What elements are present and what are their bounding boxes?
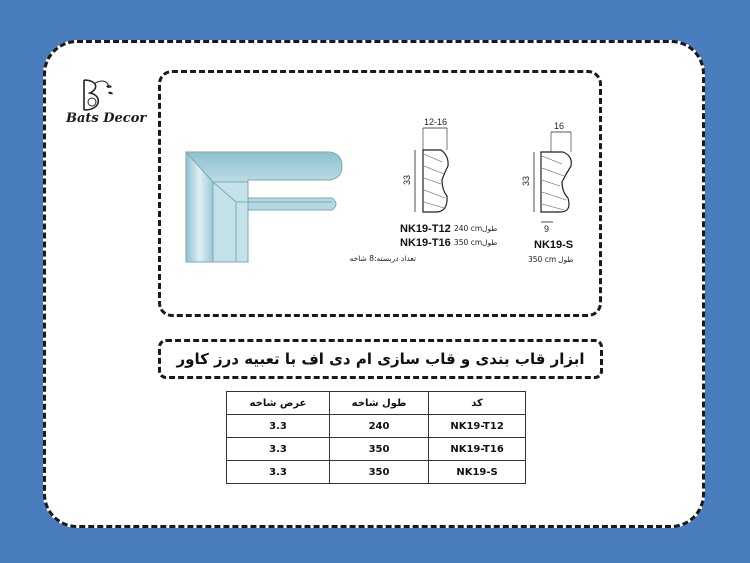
table-row bbox=[227, 415, 526, 438]
profile-a-code-2: NK19-T16 bbox=[400, 237, 451, 249]
header-code: کد bbox=[429, 392, 526, 415]
bats-decor-logo bbox=[62, 76, 142, 136]
profile-a-height-label: 33 bbox=[402, 174, 412, 185]
cell-code: NK19-T16 bbox=[429, 438, 526, 461]
cell-width: 3.3 bbox=[227, 415, 330, 438]
molding-corner-image bbox=[186, 152, 342, 262]
cell-length: 350 bbox=[329, 438, 428, 461]
brand-name: Bats Decor bbox=[66, 111, 147, 126]
cell-length: 240 bbox=[329, 415, 428, 438]
table-row bbox=[227, 438, 526, 461]
header-width: عرض شاخه bbox=[227, 392, 330, 415]
cell-length: 350 bbox=[329, 461, 428, 484]
profile-b-length-label: طول bbox=[558, 255, 574, 264]
profile-b-base-label: 9 bbox=[544, 224, 550, 234]
profile-b-drawing bbox=[534, 132, 571, 222]
cell-width: 3.3 bbox=[227, 461, 330, 484]
profile-a-length-label-2: طول bbox=[482, 238, 498, 247]
profile-a-code-1: NK19-T12 bbox=[400, 223, 451, 235]
cell-width: 3.3 bbox=[227, 438, 330, 461]
profile-a-length-label-1: طول bbox=[482, 224, 498, 233]
profile-a-length-2: 350 cm bbox=[454, 238, 483, 247]
profile-b-height-label: 33 bbox=[521, 175, 531, 186]
header-length: طول شاخه bbox=[329, 392, 428, 415]
profile-b-length: 350 cm bbox=[528, 255, 557, 264]
profile-b-width-label: 16 bbox=[554, 121, 565, 131]
product-title: ابزار قاب بندی و قاب سازی ام دی اف با تعبیه درز کاور bbox=[158, 339, 603, 379]
profile-a-drawing bbox=[415, 128, 448, 212]
cell-code: NK19-S bbox=[429, 461, 526, 484]
profile-b-code: NK19-S bbox=[534, 239, 574, 251]
product-drawing bbox=[158, 70, 602, 317]
spec-table bbox=[226, 391, 526, 484]
profile-a-width-label: 12-16 bbox=[424, 117, 448, 127]
table-header-row bbox=[227, 392, 526, 415]
profile-a-pieces-note: تعداد دربسته:8 شاخه bbox=[349, 254, 416, 263]
cell-code: NK19-T12 bbox=[429, 415, 526, 438]
table-row bbox=[227, 461, 526, 484]
profile-a-length-1: 240 cm bbox=[454, 224, 483, 233]
